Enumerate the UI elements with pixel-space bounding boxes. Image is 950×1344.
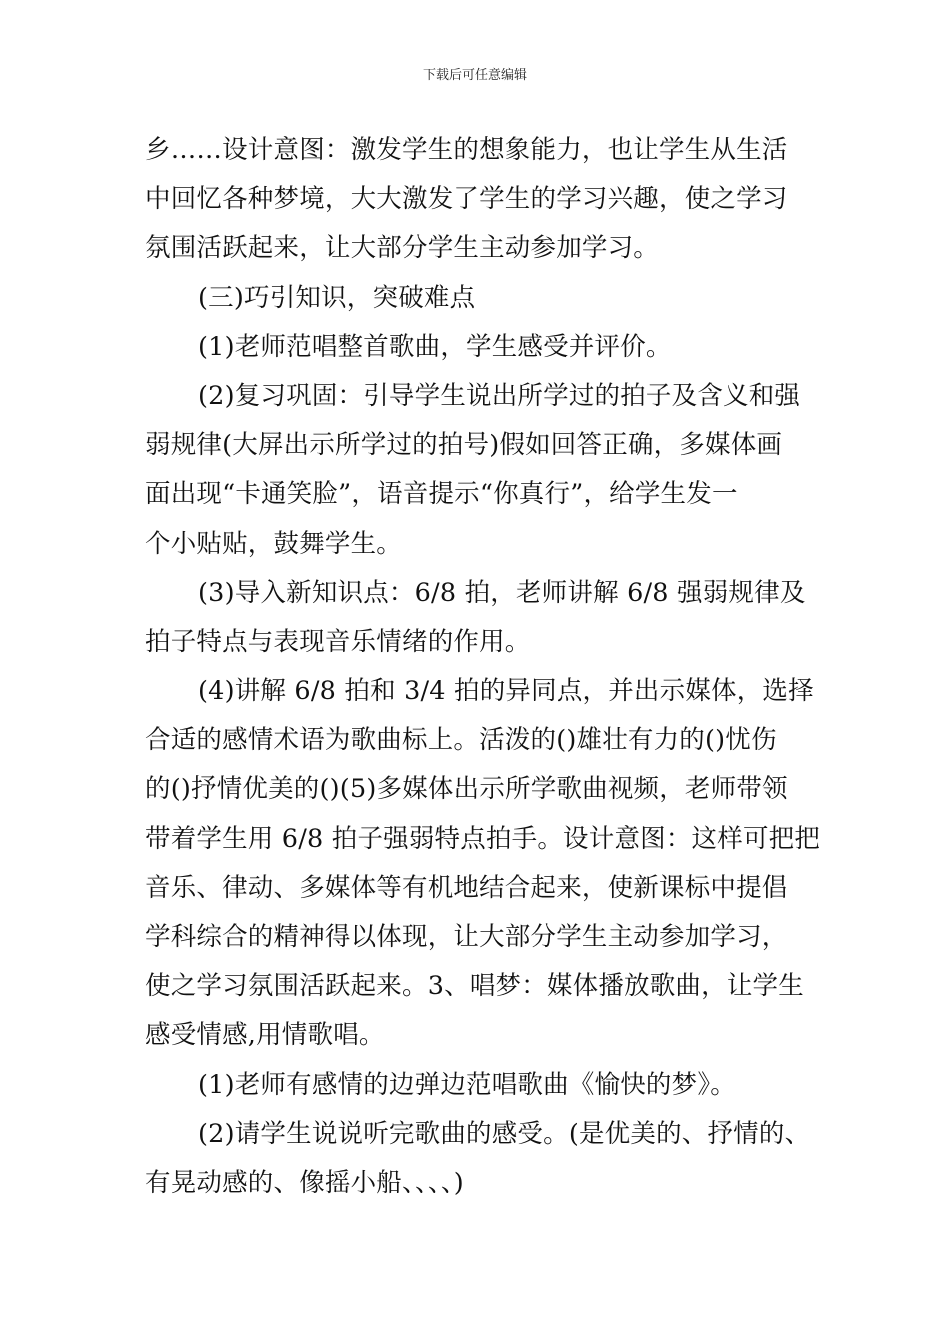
text-line: 带着学生用 6/8 拍子强弱特点拍手。设计意图：这样可把把 <box>145 823 821 854</box>
text-line: (2)复习巩固：引导学生说出所学过的拍子及含义和强 <box>198 380 801 411</box>
text-line: 面出现“卡通笑脸”，语音提示“你真行”，给学生发一 <box>145 479 738 510</box>
text-line: (3)导入新知识点：6/8 拍，老师讲解 6/8 强弱规律及 <box>198 577 806 608</box>
text-line: 使之学习氛围活跃起来。3、唱梦：媒体播放歌曲，让学生 <box>145 971 804 1002</box>
text-line: 拍子特点与表现音乐情绪的作用。 <box>145 626 531 657</box>
text-line: 乡……设计意图：激发学生的想象能力，也让学生从生活 <box>145 135 788 165</box>
text-line: (1)老师范唱整首歌曲，学生感受并评价。 <box>198 331 672 362</box>
text-line: 学科综合的精神得以体现，让大部分学生主动参加学习， <box>145 922 788 952</box>
text-line: 合适的感情术语为歌曲标上。活泼的()雄壮有力的()忧伤 <box>145 725 777 756</box>
page-header: 下载后可任意编辑 <box>422 68 527 83</box>
text-line: 音乐、律动、多媒体等有机地结合起来，使新课标中提倡 <box>145 872 788 903</box>
text-line: (4)讲解 6/8 拍和 3/4 拍的异同点，并出示媒体，选择 <box>198 676 814 707</box>
document-body <box>145 126 825 1208</box>
text-line: (2)请学生说说听完歌曲的感受。(是优美的、抒情的、 <box>198 1118 811 1149</box>
text-line: 感受情感,用情歌唱。 <box>145 1020 385 1051</box>
text-line: 中回忆各种梦境，大大激发了学生的学习兴趣，使之学习 <box>145 184 788 215</box>
text-line: 的()抒情优美的()(5)多媒体出示所学歌曲视频，老师带领 <box>145 774 788 805</box>
text-line: 个小贴贴，鼓舞学生。 <box>145 528 403 559</box>
text-line: 弱规律(大屏出示所学过的拍号)假如回答正确，多媒体画 <box>145 430 783 461</box>
text-line: (1)老师有感情的边弹边范唱歌曲《愉快的梦》。 <box>198 1069 736 1100</box>
section-heading: (三)巧引知识，突破难点 <box>198 282 476 313</box>
text-line: 有晃动感的、像摇小船、、、、) <box>145 1167 464 1198</box>
text-line: 氛围活跃起来，让大部分学生主动参加学习。 <box>145 233 660 264</box>
